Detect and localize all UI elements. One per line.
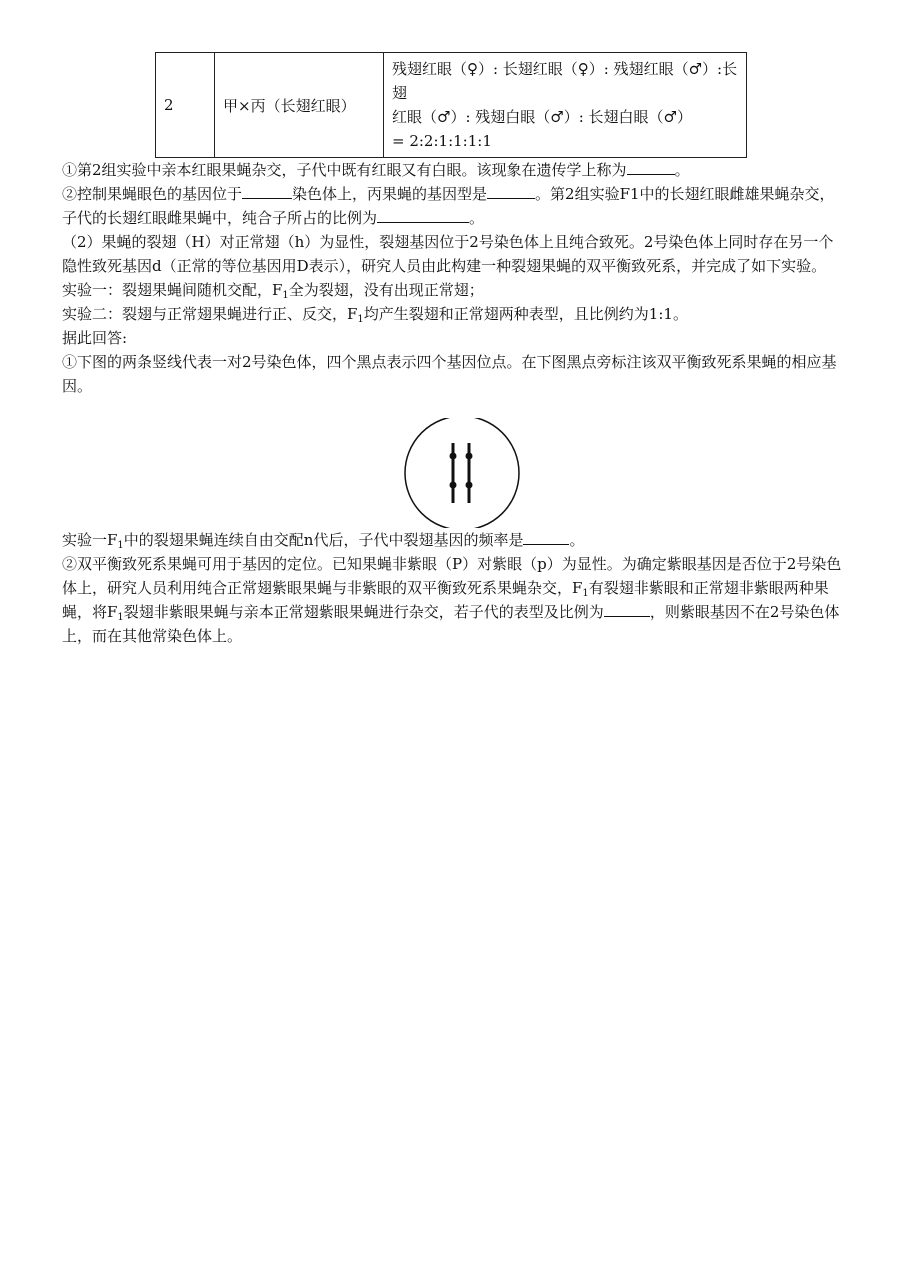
sub-question-2: ②双平衡致死系果蝇可用于基因的定位。已知果蝇非紫眼（P）对紫眼（p）为显性。为确定紫眼基因是否位于2号染色 — [62, 555, 842, 573]
answer-blank[interactable] — [377, 208, 469, 223]
worksheet — [62, 52, 852, 648]
gene-locus-dot[interactable] — [466, 453, 473, 460]
sub-question-2-line3: 蝇，将$F_1$裂翅非紫眼果蝇与亲本正常翅紫眼果蝇进行杂交，若子代的表型及比例为 ，则紫眼基因不在2号染色体 — [62, 603, 840, 623]
result-cell — [384, 53, 747, 158]
result-line: 残翅红眼（♀）: 长翅红眼（♀）: 残翅红眼（♂）:长翅 — [392, 60, 738, 102]
allele-frequency-question: 实验一$F_1$中的裂翅果蝇连续自由交配n代后，子代中裂翅基因的频率是 。 — [62, 531, 585, 551]
group-number-cell: 2 — [156, 53, 215, 158]
question-1a: ①第2组实验中亲本红眼果蝇杂交，子代中既有红眼又有白眼。该现象在遗传学上称为 。 — [62, 161, 690, 179]
chromosome-diagram — [402, 418, 522, 528]
question-1b: ②控制果蝇眼色的基因位于 染色体上，丙果蝇的基因型是 。第2组实验F1中的长翅红眼雌雄果蝇杂交， — [62, 185, 835, 203]
gene-locus-dot[interactable] — [450, 453, 457, 460]
answer-lead: 据此回答: — [62, 329, 128, 347]
answer-blank[interactable] — [487, 184, 535, 199]
experiment-1: 实验一：裂翅果蝇间随机交配，$F_1$全为裂翅，没有出现正常翅； — [62, 281, 484, 301]
answer-blank[interactable] — [627, 160, 675, 175]
result-line: 红眼（♂）: 残翅白眼（♂）: 长翅白眼（♂） — [392, 108, 692, 126]
question-2-intro-cont: 隐性致死基因d（正常的等位基因用D表示），研究人员由此构建一种裂翅果蝇的双平衡致死系，并完成了如下实验。 — [62, 257, 827, 275]
table-row — [156, 53, 747, 158]
answer-blank[interactable] — [242, 184, 292, 199]
result-line: = 2:2:1:1:1:1 — [392, 132, 492, 150]
experiment-2: 实验二：裂翅与正常翅果蝇进行正、反交，$F_1$均产生裂翅和正常翅两种表型，且比例约为1:1。 — [62, 305, 688, 325]
gene-locus-dot[interactable] — [450, 482, 457, 489]
results-table — [155, 52, 747, 158]
question-1b-cont: 子代的长翅红眼雌果蝇中，纯合子所占的比例为 。 — [62, 209, 485, 227]
answer-blank[interactable] — [523, 530, 569, 545]
sub-question-2-line4: 上，而在其他常染色体上。 — [62, 627, 243, 645]
gene-locus-dot[interactable] — [466, 482, 473, 489]
cell-circle — [405, 418, 519, 528]
sub-question-1: ①下图的两条竖线代表一对2号染色体，四个黑点表示四个基因位点。在下图黑点旁标注该双平衡致死系果蝇的相应基 — [62, 353, 837, 371]
answer-blank[interactable] — [604, 602, 650, 617]
question-2-intro: （2）果蝇的裂翅（H）对正常翅（h）为显性，裂翅基因位于2号染色体上且纯合致死。2号染色体上同时存在另一个 — [62, 233, 834, 251]
sub-question-2-line2: 体上，研究人员利用纯合正常翅紫眼果蝇与非紫眼的双平衡致死系果蝇杂交，$F_1$有裂翅非紫眼和正常翅非紫眼两种果 — [62, 579, 829, 599]
chromosome-figure — [402, 418, 522, 528]
cross-cell: 甲×丙（长翅红眼） — [215, 53, 384, 158]
sub-question-1-cont: 因。 — [62, 377, 93, 395]
